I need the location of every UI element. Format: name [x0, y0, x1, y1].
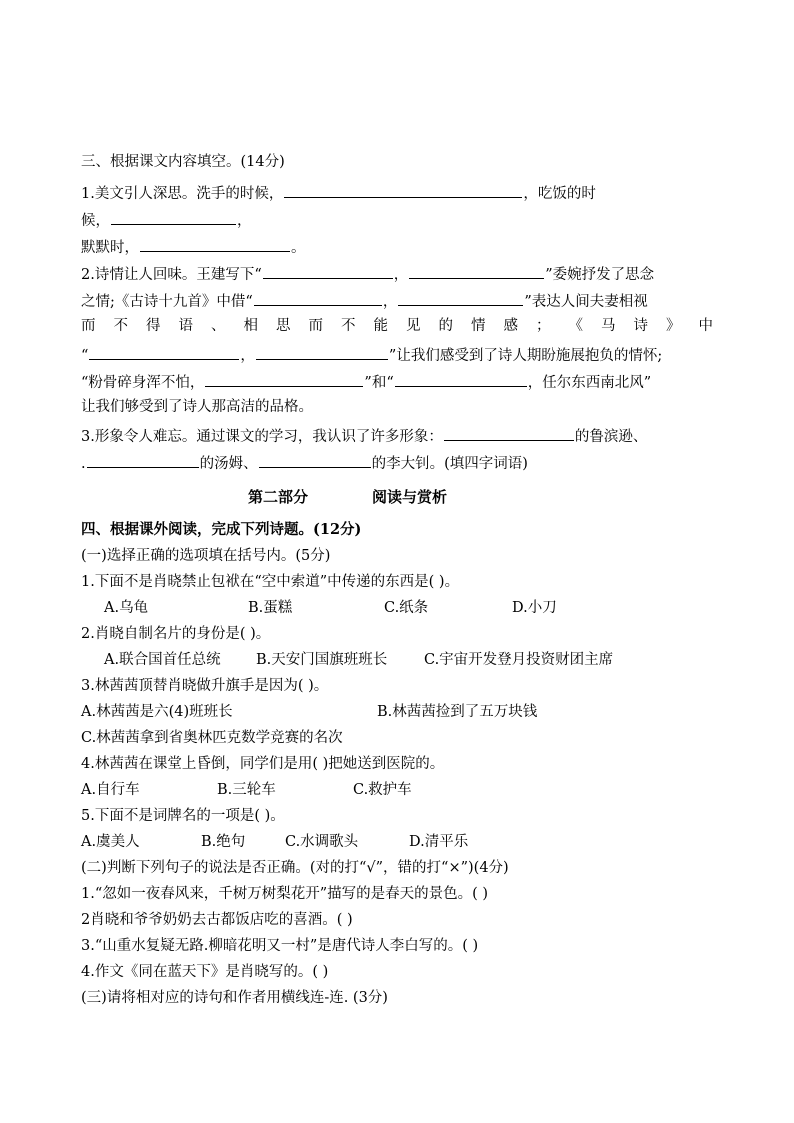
char: ；	[536, 318, 551, 334]
text: ”表达人间夫妻相视	[524, 294, 648, 310]
answer-blank[interactable]	[256, 343, 388, 360]
text: 之情;《古诗十九首》中借“	[81, 294, 253, 310]
text: ，吃饭的时	[523, 186, 596, 202]
option[interactable]: C.纸条	[384, 600, 429, 616]
option[interactable]: C.救护车	[353, 782, 412, 798]
option[interactable]: B.三轮车	[217, 782, 276, 798]
text: “粉骨碎身浑不怕，	[81, 375, 205, 391]
section4-sub3: (三)请将相对应的诗句和作者用横线连-连. (3分)	[81, 990, 388, 1006]
char: 感	[503, 318, 518, 334]
text: 的李大钊。(填四字词语)	[371, 456, 528, 472]
text: ”和“	[364, 375, 394, 391]
option[interactable]: A.乌龟	[104, 600, 149, 616]
char: 得	[146, 318, 161, 334]
char: 相	[243, 318, 258, 334]
char: 马	[601, 318, 616, 334]
question-2: 2.肖晓自制名片的身份是( )。	[81, 626, 271, 642]
text: ，	[237, 213, 252, 229]
char: 而	[81, 318, 96, 334]
text: ，任尔东西南北风”	[527, 375, 652, 391]
char: 能	[373, 318, 388, 334]
char: 语	[178, 318, 193, 334]
text: 候，	[81, 213, 110, 229]
char: 《	[568, 318, 583, 334]
question-5-options	[81, 832, 713, 852]
text: 2.诗情让人回味。王建写下“	[81, 267, 262, 283]
answer-blank[interactable]	[395, 370, 527, 387]
char: 思	[276, 318, 291, 334]
answer-blank[interactable]	[398, 289, 523, 306]
answer-blank[interactable]	[259, 451, 371, 468]
text: 的鲁滨逊、	[574, 429, 648, 445]
q3-2-line6: 让我们够受到了诗人那高洁的品格。	[81, 399, 313, 415]
option[interactable]: B.蛋糕	[248, 600, 293, 616]
q3-3-line2	[81, 451, 713, 474]
section4-sub1: (一)选择正确的选项填在括号内。(5分)	[81, 548, 331, 564]
option[interactable]: B.天安门国旗班班长	[256, 652, 388, 668]
q3-1-line2	[81, 208, 713, 231]
answer-blank[interactable]	[254, 289, 382, 306]
answer-blank[interactable]	[444, 424, 574, 441]
text: ，	[240, 348, 255, 364]
answer-blank[interactable]	[89, 343, 239, 360]
char: 见	[406, 318, 421, 334]
answer-blank[interactable]	[87, 451, 199, 468]
question-5: 5.下面不是词牌名的一项是( )。	[81, 808, 285, 824]
char: 中	[698, 318, 713, 334]
text: 默默时，	[81, 240, 139, 256]
text: “	[81, 348, 89, 364]
question-3-option-c[interactable]: C.林茜茜拿到省奥林匹克数学竞赛的名次	[81, 730, 343, 746]
part2-title	[248, 486, 447, 507]
option[interactable]: A.自行车	[81, 782, 140, 798]
q3-1-line1	[81, 181, 713, 204]
char: 不	[341, 318, 356, 334]
judge-3: 3.“山重水复疑无路.柳暗花明又一村”是唐代诗人李白写的。( )	[81, 938, 479, 954]
section4-sub2: (二)判断下列句子的说法是否正确。(对的打“√”，错的打“×”)(4分)	[81, 860, 509, 876]
q3-2-line4	[81, 343, 713, 366]
option[interactable]: A.虞美人	[81, 834, 140, 850]
char: 情	[471, 318, 486, 334]
option[interactable]: D.小刀	[512, 600, 557, 616]
text: ，	[382, 294, 398, 310]
option[interactable]: B.绝句	[201, 834, 246, 850]
option[interactable]: D.清平乐	[409, 834, 469, 850]
q3-2-line2	[81, 289, 713, 312]
char: 》	[666, 318, 681, 334]
text: 1.美文引人深思。洗手的时候，	[81, 186, 284, 202]
text: 的汤姆、	[199, 456, 258, 472]
text: .	[81, 456, 86, 472]
text: ”委婉抒发了思念	[545, 267, 655, 283]
judge-4: 4.作文《同在蓝天下》是肖晓写的。( )	[81, 964, 329, 980]
option[interactable]: A.林茜茜是六(4)班班长	[81, 704, 233, 720]
answer-blank[interactable]	[409, 262, 544, 279]
q3-2-line5	[81, 370, 713, 393]
answer-blank[interactable]	[111, 208, 236, 225]
part2-label: 第二部分	[248, 488, 309, 506]
q3-2-line1	[81, 262, 713, 285]
text: ”让我们感受到了诗人期盼施展抱负的情怀;	[388, 348, 663, 364]
question-2-options	[104, 650, 736, 670]
text: 。	[291, 240, 306, 256]
part2-subject: 阅读与赏析	[372, 488, 448, 506]
question-3-options-ab	[81, 702, 713, 722]
option[interactable]: B.林茜茜捡到了五万块钱	[377, 704, 538, 720]
q3-2-line3	[81, 316, 713, 336]
char: 诗	[633, 318, 648, 334]
judge-1: 1.“忽如一夜春风来，千树万树梨花开”描写的是春天的景色。( )	[81, 886, 489, 902]
question-1: 1.下面不是肖晓禁止包袱在“空中索道”中传递的东西是( )。	[81, 574, 460, 590]
question-4-options	[81, 780, 713, 800]
char: 的	[438, 318, 453, 334]
q3-3-line1	[81, 424, 713, 447]
question-4: 4.林茜茜在课堂上昏倒，同学们是用( )把她送到医院的。	[81, 756, 445, 772]
answer-blank[interactable]	[284, 181, 522, 198]
section4-heading: 四、根据课外阅读，完成下列诗题。(12分)	[81, 521, 362, 538]
question-3: 3.林茜茜顶替肖晓做升旗手是因为( )。	[81, 678, 329, 694]
answer-blank[interactable]	[140, 235, 290, 252]
answer-blank[interactable]	[263, 262, 393, 279]
option[interactable]: C.宇宙开发登月投资财团主席	[424, 652, 614, 668]
question-1-options	[104, 598, 736, 618]
text: 3.形象令人难忘。通过课文的学习，我认识了许多形象：	[81, 429, 443, 445]
char: 而	[308, 318, 323, 334]
q3-1-line3	[81, 235, 713, 258]
section3-heading: 三、根据课文内容填空。(14分)	[81, 154, 285, 170]
char: 不	[113, 318, 128, 334]
answer-blank[interactable]	[205, 370, 363, 387]
option[interactable]: A.联合国首任总统	[104, 652, 221, 668]
text: ，	[393, 267, 409, 283]
option[interactable]: C.水调歌头	[285, 834, 359, 850]
char: 、	[211, 318, 226, 334]
judge-2: 2肖晓和爷爷奶奶去古都饭店吃的喜酒。( )	[81, 912, 353, 928]
